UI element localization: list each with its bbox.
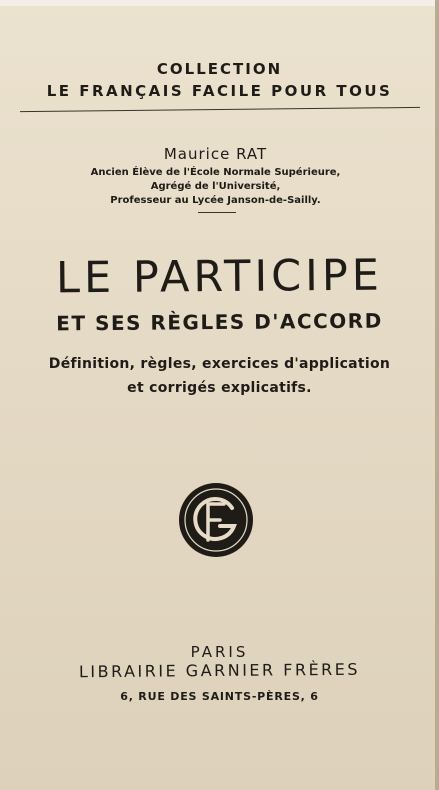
publisher-name: LIBRAIRIE GARNIER FRÈRES [78,659,361,682]
book-title: LE PARTICIPE [55,250,384,304]
author-credential: Professeur au Lycée Janson-de-Sailly. [110,195,321,206]
collection-label: COLLECTION [156,60,283,78]
publisher-city: PARIS [190,643,249,661]
author-divider [198,212,236,213]
series-title: LE FRANÇAIS FACILE POUR TOUS [46,82,393,100]
publisher-address: 6, RUE DES SAINTS-PÈRES, 6 [120,690,319,703]
page-top-edge [0,0,439,6]
author-name: Maurice RAT [163,145,268,163]
book-description-line: Définition, règles, exercices d'application [48,356,391,372]
publisher-monogram-icon [178,482,254,558]
author-credential: Agrégé de l'Université, [150,181,281,192]
book-description-line: et corrigés explicatifs. [127,380,312,396]
header-divider [20,107,420,112]
book-subtitle: ET SES RÈGLES D'ACCORD [56,308,383,336]
author-credential: Ancien Élève de l'École Normale Supérieure, [90,167,341,178]
